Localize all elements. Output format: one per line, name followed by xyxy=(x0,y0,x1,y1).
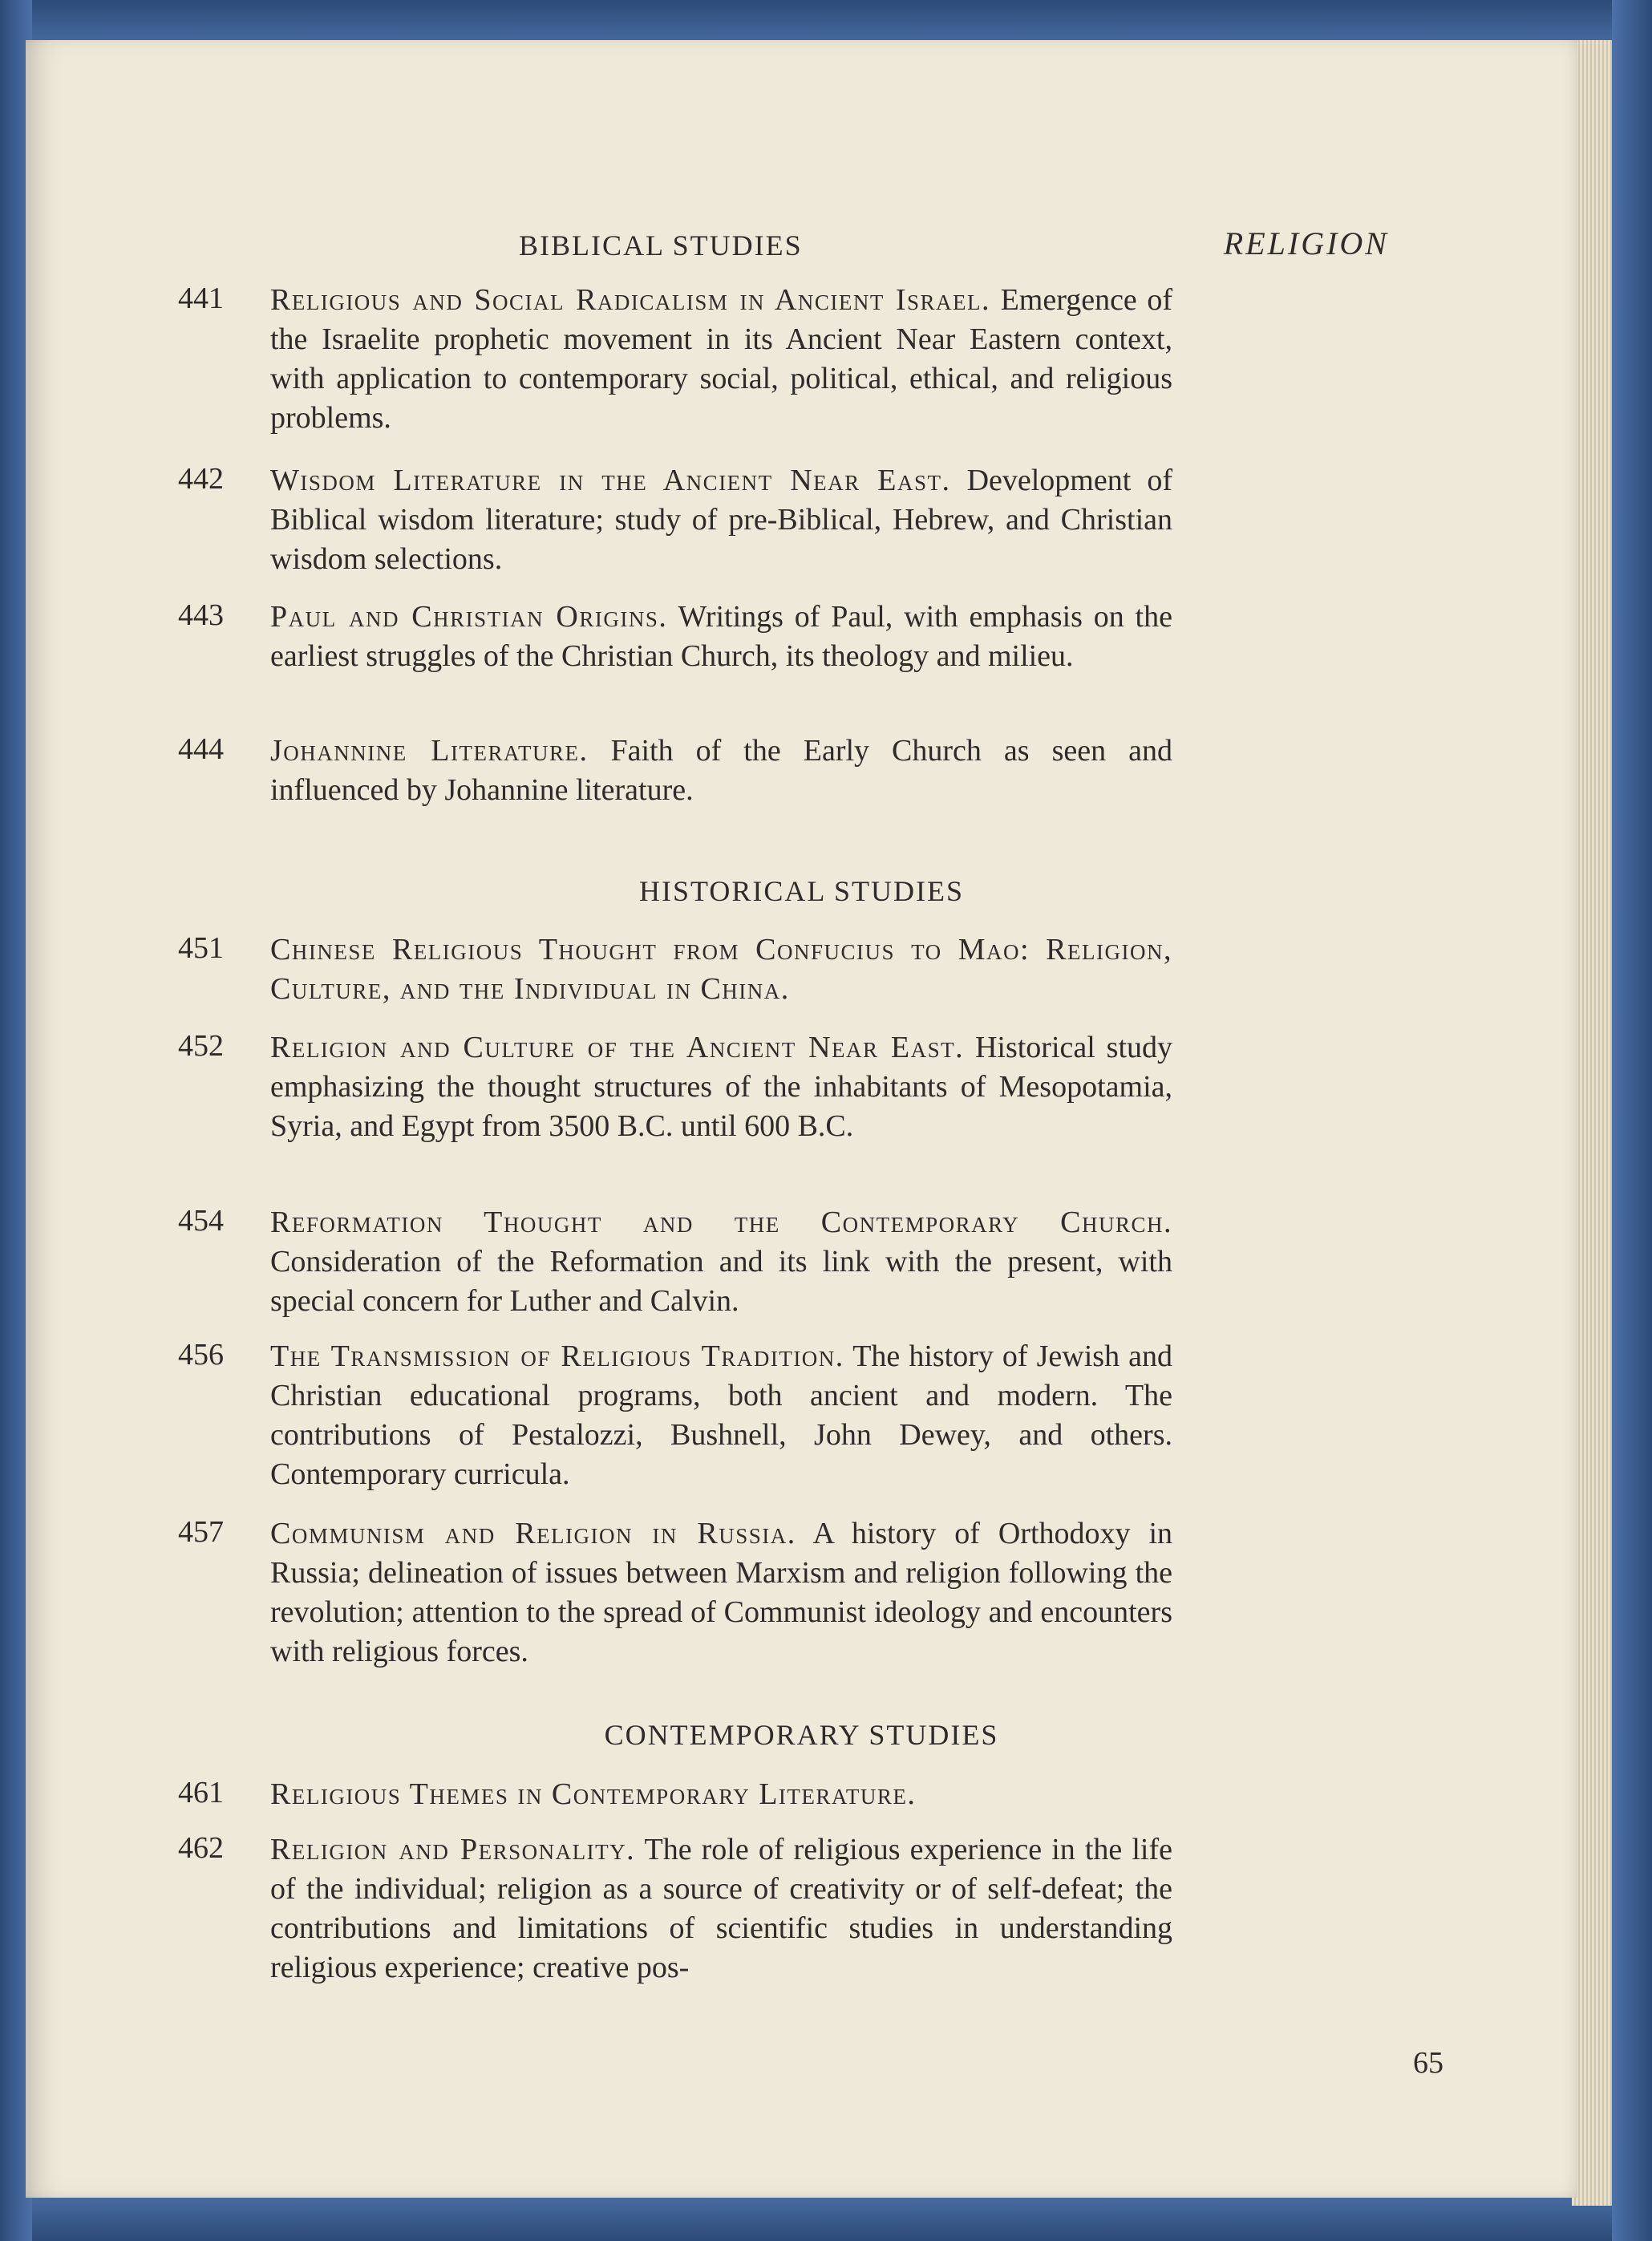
course-description: Faith of the Early Church as seen and influenced by Johannine literature. xyxy=(270,734,1172,807)
course-title: Reformation Thought and the Contemporary Church. xyxy=(270,1206,1172,1239)
course-description: Development of Biblical wisdom literature; study of pre-Biblical, Hebrew, and Christian wisdom selections. xyxy=(270,464,1173,576)
course-title: Chinese Religious Thought from Confucius to Mao: Religion, Culture, and the Individual in China. xyxy=(270,933,1172,1006)
course-description: The role of religious experience in the life of the individual; religion as a source of creativity or of self-defeat; the contributions and limitations of scientific studies in understanding religious experience; creative pos- xyxy=(270,1833,1172,1984)
book-cover-right xyxy=(1612,0,1652,2241)
course-number: 462 xyxy=(178,1831,224,1865)
course-text xyxy=(270,731,1172,810)
course-number: 451 xyxy=(178,931,224,965)
course-number: 457 xyxy=(178,1515,224,1549)
page-edges xyxy=(1572,40,1612,2206)
course-title: Johannine Literature. xyxy=(270,734,589,768)
course-title: The Transmission of Religious Tradition. xyxy=(270,1339,844,1373)
course-description: Writings of Paul, with emphasis on the earliest struggles of the Christian Church, its theology and milieu. xyxy=(270,600,1172,673)
course-text xyxy=(270,1830,1172,1988)
course-text xyxy=(270,1337,1172,1494)
course-number: 452 xyxy=(178,1029,224,1063)
course-title: Religious Themes in Contemporary Literature. xyxy=(270,1777,917,1811)
course-text xyxy=(270,1203,1172,1321)
course-text xyxy=(270,461,1172,579)
course-title: Paul and Christian Origins. xyxy=(270,600,668,634)
course-description: A history of Orthodoxy in Russia; delineation of issues between Marxism and religion following the revolution; attention to the spread of Communist ideology and encounters with religious forces. xyxy=(270,1517,1172,1668)
section-label: RELIGION xyxy=(1223,225,1389,261)
course-description: Consideration of the Reformation and its link with the present, with special concern for Luther and Calvin. xyxy=(270,1245,1172,1318)
course-description: The history of Jewish and Christian educational programs, both ancient and modern. The contributions of Pestalozzi, Bushnell, John Dewey, and others. Contemporary curricula. xyxy=(270,1339,1172,1491)
book-page xyxy=(26,40,1577,2198)
course-title: Communism and Religion in Russia. xyxy=(270,1517,796,1550)
course-description: Historical study emphasizing the thought structures of the inhabitants of Mesopotamia, Syria, and Egypt from 3500 B.C. until 600 B.C. xyxy=(270,1031,1172,1143)
course-text xyxy=(270,281,1172,438)
book-cover-bottom xyxy=(0,2193,1652,2241)
course-text xyxy=(270,598,1172,676)
course-title: Religion and Culture of the Ancient Near East. xyxy=(270,1031,965,1064)
course-number: 441 xyxy=(178,282,224,315)
course-title: Wisdom Literature in the Ancient Near East. xyxy=(270,464,951,497)
course-title: Religious and Social Radicalism in Ancient Israel. xyxy=(270,283,991,317)
course-title: Religion and Personality. xyxy=(270,1833,636,1866)
section-heading: CONTEMPORARY STUDIES xyxy=(604,1719,999,1751)
course-text xyxy=(270,1775,1172,1814)
course-text xyxy=(270,1514,1172,1672)
course-number: 456 xyxy=(178,1338,224,1372)
course-description: Emergence of the Israelite prophetic movement in its Ancient Near Eastern context, with application to contemporary social, political, ethical, and religious problems. xyxy=(270,283,1172,435)
course-number: 444 xyxy=(178,732,224,766)
course-number: 454 xyxy=(178,1204,224,1238)
course-text xyxy=(270,1028,1172,1146)
course-number: 461 xyxy=(178,1776,224,1809)
page-number: 65 xyxy=(1413,2046,1443,2080)
running-head: BIBLICAL STUDIES xyxy=(519,229,803,261)
course-text xyxy=(270,930,1172,1009)
course-number: 442 xyxy=(178,462,224,496)
section-heading: HISTORICAL STUDIES xyxy=(638,875,965,907)
course-number: 443 xyxy=(178,598,224,632)
page-content xyxy=(26,40,1577,2198)
